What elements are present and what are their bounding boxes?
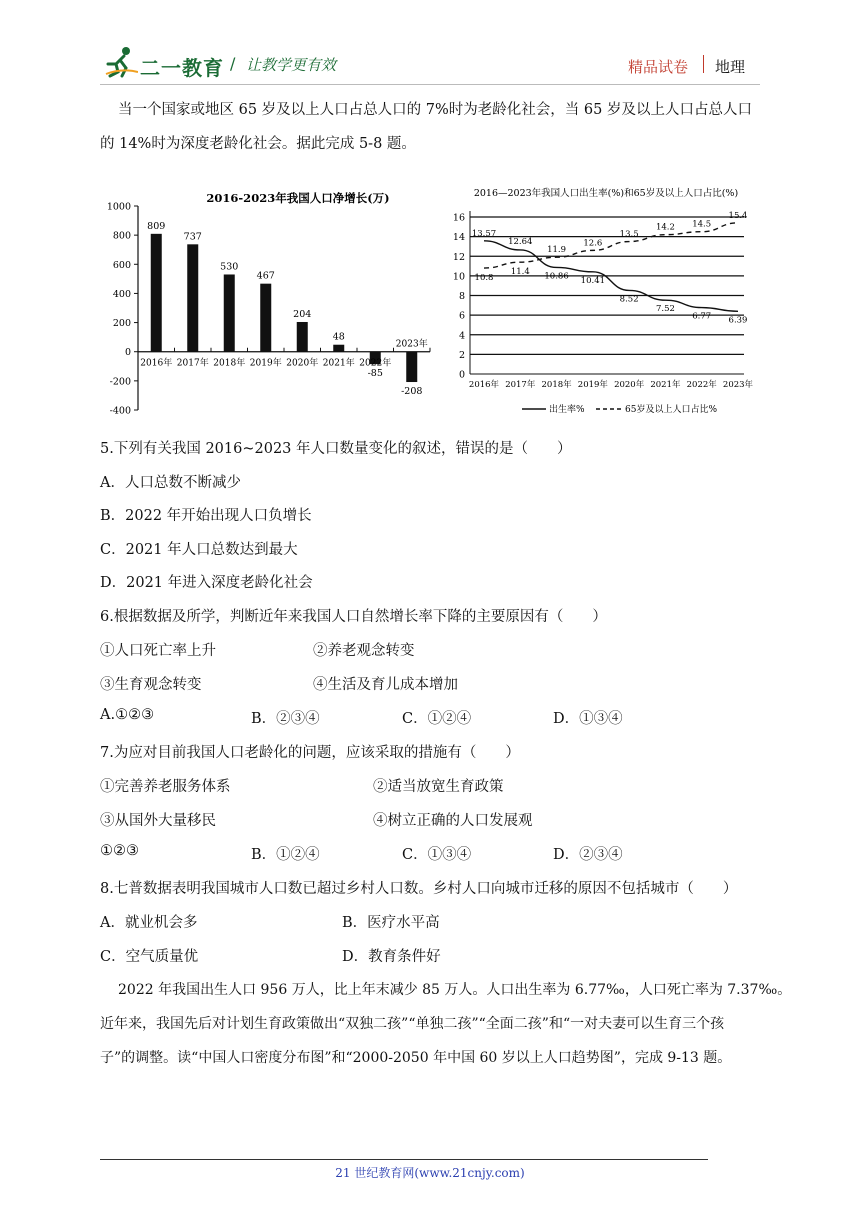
question-6-option-d[interactable]: D．①③④ — [553, 711, 623, 727]
line-data-label: 8.52 — [619, 294, 639, 305]
intro-line-2: 的 14%时为深度老龄化社会。据此完成 5-8 题。 — [100, 136, 416, 152]
bar-y-tick-label: 0 — [124, 347, 131, 359]
runner-logo-icon — [104, 46, 138, 78]
line-data-label: 6.77 — [692, 311, 712, 322]
line-x-tick-label: 2022年 — [686, 380, 717, 390]
question-6-item-1: ①人口死亡率上升 — [100, 643, 216, 659]
legend-aging-ratio: 65岁及以上人口占比% — [625, 405, 718, 415]
line-data-label: 14.2 — [655, 222, 675, 233]
bar-data-label: 467 — [256, 270, 275, 282]
question-7-item-2: ②适当放宽生育政策 — [373, 779, 504, 795]
bar-data-label: 809 — [147, 220, 166, 232]
birth-rate-aging-line-chart — [450, 182, 762, 420]
question-6-item-2: ②养老观念转变 — [313, 643, 415, 659]
bar-data-label: -85 — [367, 368, 383, 380]
bar-category-label: 2019年 — [249, 358, 282, 369]
line-x-tick-label: 2018年 — [541, 380, 572, 390]
line-y-tick-label: 4 — [458, 330, 465, 342]
question-7-item-4: ④树立正确的人口发展观 — [373, 813, 533, 829]
line-chart-title: 2016—2023年我国人口出生率(%)和65岁及以上人口占比(%) — [473, 188, 739, 199]
bar-y-tick-label: 200 — [112, 318, 131, 330]
line-y-tick-label: 16 — [452, 212, 465, 224]
question-5-option-c[interactable]: C．2021 年人口总数达到最大 — [100, 542, 298, 558]
bar-category-label: 2018年 — [213, 358, 246, 369]
bar-1 — [151, 234, 162, 352]
question-8-option-b[interactable]: B．医疗水平高 — [342, 915, 440, 931]
line-x-tick-label: 2019年 — [577, 380, 608, 390]
question-6-option-a[interactable]: A.①②③ — [100, 707, 155, 723]
question-7-item-3: ③从国外大量移民 — [100, 813, 216, 829]
line-data-label: 13.5 — [619, 229, 639, 240]
bar-data-label: -208 — [401, 386, 423, 398]
bar-category-label: 2020年 — [286, 358, 319, 369]
question-7-option-d[interactable]: D．②③④ — [553, 847, 623, 863]
line-x-tick-label: 2023年 — [722, 380, 754, 390]
intro-line-1: 当一个国家或地区 65 岁及以上人口占总人口的 7%时为老龄化社会，当 65 岁及以上人口占总人口 — [118, 102, 752, 118]
line-x-tick-label: 2016年 — [468, 380, 500, 390]
line-data-label: 10.8 — [474, 273, 494, 284]
question-7-item-1: ①完善养老服务体系 — [100, 779, 231, 795]
bar-2 — [187, 244, 198, 351]
question-5-stem: 5.下列有关我国 2016~2023 年人口数量变化的叙述，错误的是（ ） — [100, 441, 572, 457]
line-data-label: 14.5 — [692, 219, 712, 230]
bar-y-tick-label: -200 — [109, 376, 131, 388]
header-subject: 地理 — [715, 58, 746, 76]
logo — [104, 46, 244, 80]
question-6-option-c[interactable]: C．①②④ — [402, 711, 472, 727]
legend-birth-rate: 出生率% — [549, 405, 585, 415]
question-6-option-b[interactable]: B．②③④ — [251, 711, 320, 727]
line-y-tick-label: 2 — [458, 349, 465, 361]
header-slogan: 让教学更有效 — [246, 56, 337, 74]
line-data-label: 10.86 — [544, 271, 569, 282]
line-data-label: 11.9 — [547, 245, 567, 256]
line-x-tick-label: 2021年 — [650, 380, 681, 390]
passage-2-line-2: 近年来，我国先后对计划生育政策做出“双独二孩”“单独二孩”“全面二孩”和“一对夫妻可以生育三个孩 — [100, 1016, 725, 1032]
question-8-stem: 8.七普数据表明我国城市人口数已超过乡村人口数。乡村人口向城市迁移的原因不包括城市（ ） — [100, 881, 738, 897]
bar-category-label: 2016年 — [140, 358, 173, 369]
footer-text[interactable]: 21 世纪教育网(www.21cnjy.com) — [335, 1166, 525, 1180]
bar-y-tick-label: -400 — [109, 405, 131, 417]
header-category: 精品试卷 — [628, 58, 689, 76]
question-7-option-c[interactable]: C．①③④ — [402, 847, 472, 863]
line-x-tick-label: 2017年 — [505, 380, 536, 390]
line-data-label: 11.4 — [510, 267, 530, 278]
question-6-stem: 6.根据数据及所学，判断近年来我国人口自然增长率下降的主要原因有（ ） — [100, 609, 607, 625]
line-y-tick-label: 12 — [452, 251, 465, 263]
bar-y-tick-label: 400 — [112, 288, 131, 300]
bar-chart-title: 2016-2023年我国人口净增长(万) — [206, 191, 390, 205]
header-rule — [100, 84, 760, 85]
passage-2-line-1: 2022 年我国出生人口 956 万人，比上年末减少 85 万人。人口出生率为 6.77‰，人口死亡率为 7.37‰。 — [118, 982, 792, 998]
question-7-stem: 7.为应对目前我国人口老龄化的问题，应该采取的措施有（ ） — [100, 745, 520, 761]
question-5-option-a[interactable]: A．人口总数不断减少 — [100, 475, 241, 491]
line-data-label: 6.39 — [728, 315, 748, 326]
passage-2-line-3: 子”的调整。读“中国人口密度分布图”和“2000-2050 年中国 60 岁以上人口趋势图”，完成 9-13 题。 — [100, 1050, 732, 1066]
bar-data-label: 48 — [332, 331, 345, 343]
bar-category-label: 2021年 — [322, 358, 355, 369]
bar-data-label: 737 — [183, 231, 202, 243]
line-y-tick-label: 10 — [452, 271, 465, 283]
line-x-tick-label: 2020年 — [614, 380, 645, 390]
line-data-label: 13.57 — [471, 228, 497, 239]
bar-4 — [260, 284, 271, 352]
question-8-option-c[interactable]: C．空气质量优 — [100, 949, 199, 965]
footer-rule — [100, 1159, 708, 1160]
bar-data-label: 530 — [220, 261, 239, 273]
bar-data-label: 204 — [293, 308, 312, 320]
line-data-label: 12.6 — [583, 238, 603, 249]
line-y-tick-label: 0 — [458, 369, 465, 381]
bar-y-tick-label: 600 — [112, 259, 131, 271]
bar-y-tick-label: 1000 — [106, 201, 131, 213]
logo-text: 二一教育 — [140, 56, 224, 80]
line-y-tick-label: 8 — [458, 291, 465, 302]
bar-6 — [333, 345, 344, 352]
bar-y-tick-label: 800 — [112, 230, 131, 242]
header-divider-slash: / — [230, 54, 236, 73]
net-growth-bar-chart — [98, 184, 438, 424]
bar-category-label: 2017年 — [176, 358, 209, 369]
bar-8 — [406, 352, 417, 382]
line-y-tick-label: 6 — [458, 310, 465, 322]
question-8-option-d[interactable]: D．教育条件好 — [342, 949, 441, 965]
question-5-option-b[interactable]: B．2022 年开始出现人口负增长 — [100, 508, 312, 524]
header-separator — [703, 55, 704, 73]
line-data-label: 15.4 — [728, 210, 748, 221]
bar-3 — [224, 274, 235, 351]
question-7-option-b[interactable]: B．①②④ — [251, 847, 320, 863]
bar-category-label: 2022年 — [359, 358, 392, 369]
line-y-tick-label: 14 — [452, 232, 465, 244]
line-data-label: 7.52 — [655, 304, 675, 315]
line-data-label: 12.64 — [508, 236, 533, 247]
bar-5 — [297, 322, 308, 352]
question-7-option-a[interactable]: ①②③ — [100, 843, 139, 859]
question-6-item-3: ③生育观念转变 — [100, 677, 202, 693]
line-chart-legend — [522, 403, 717, 415]
question-8-option-a[interactable]: A．就业机会多 — [100, 915, 198, 931]
bar-category-label: 2023年 — [395, 339, 428, 350]
line-data-label: 10.41 — [580, 275, 606, 286]
question-5-option-d[interactable]: D．2021 年进入深度老龄化社会 — [100, 575, 313, 591]
question-6-item-4: ④生活及育儿成本增加 — [313, 677, 458, 693]
